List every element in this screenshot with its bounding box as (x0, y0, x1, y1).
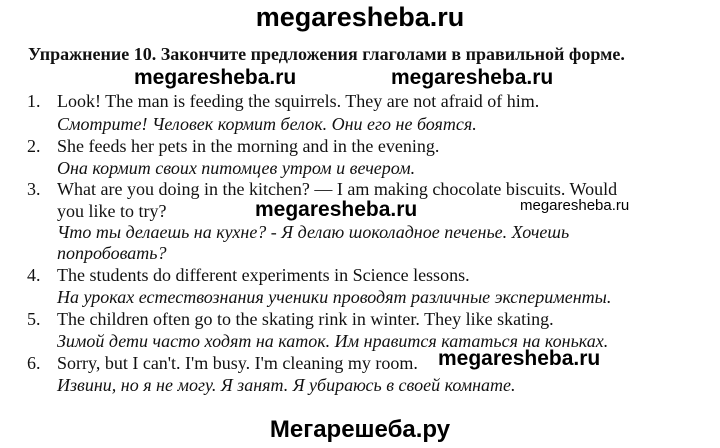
item-english: She feeds her pets in the morning and in the evening. (57, 136, 440, 156)
item-russian: Что ты делаешь на кухне? - Я делаю шоколадное печенье. Хочешь (57, 222, 570, 242)
item-english: Sorry, but I can't. I'm busy. I'm cleaning my room. (57, 353, 418, 373)
item-english: The children often go to the skating rink in winter. They like skating. (57, 309, 554, 329)
item-russian: На уроках естествознания ученики проводят различные эксперименты. (57, 287, 612, 307)
item-russian-cont: попробовать? (57, 243, 167, 263)
item-number: 1. (27, 91, 41, 111)
watermark: megaresheba.ru (134, 66, 297, 89)
item-number: 2. (27, 136, 41, 156)
item-number: 5. (27, 309, 41, 329)
item-english: What are you doing in the kitchen? — I am making chocolate biscuits. Would (57, 179, 618, 199)
item-number: 6. (27, 353, 41, 373)
item-russian: Извини, но я не могу. Я занят. Я убираюсь в своей комнате. (57, 375, 516, 395)
watermark-small: megaresheba.ru (520, 197, 630, 214)
item-russian: Она кормит своих питомцев утром и вечером. (57, 158, 416, 178)
item-english: The students do different experiments in Science lessons. (57, 265, 470, 285)
item-english: Look! The man is feeding the squirrels. They are not afraid of him. (57, 91, 540, 111)
item-english-cont: you like to try? (57, 201, 167, 221)
item-number: 3. (27, 179, 41, 199)
item-number: 4. (27, 265, 41, 285)
watermark-bottom: Мегарешеба.ру (269, 416, 451, 443)
exercise-heading: Упражнение 10. Закончите предложения глаголами в правильной форме. (28, 44, 625, 64)
item-russian: Зимой дети часто ходят на каток. Им нравится кататься на коньках. (57, 331, 609, 351)
watermark: megaresheba.ru (391, 66, 554, 89)
watermark: megaresheba.ru (438, 347, 601, 370)
watermark-top: megaresheba.ru (255, 2, 465, 32)
item-russian: Смотрите! Человек кормит белок. Они его не боятся. (57, 114, 477, 134)
watermark: megaresheba.ru (255, 198, 418, 221)
